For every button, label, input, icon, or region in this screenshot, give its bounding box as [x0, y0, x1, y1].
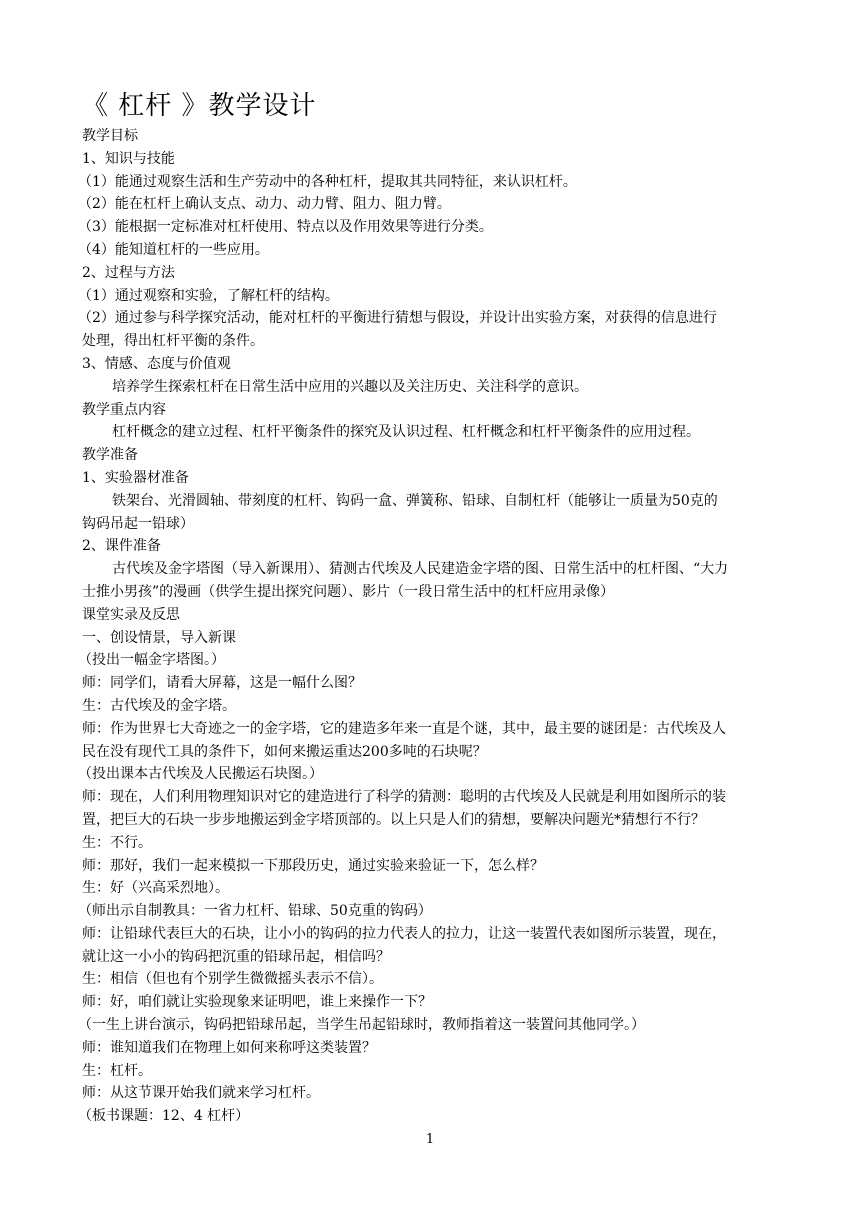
text-line: （板书课题：12、4 杠杆）	[78, 1108, 250, 1125]
subsection-heading: 2、课件准备	[82, 538, 161, 555]
text-line: （一生上讲台演示，钩码把铅球吊起，当学生吊起铅球时，教师指着这一装置问其他同学。）	[78, 1017, 645, 1034]
text-line: （2）通过参与科学探究活动，能对杠杆的平衡进行猜想与假设，并设计出实验方案，对获得的信息进行	[78, 310, 717, 327]
dialogue-line: 师：同学们，请看大屏幕，这是一幅什么图？	[82, 675, 362, 692]
dialogue-line: 生：古代埃及的金字塔。	[82, 697, 236, 714]
subsection-heading: 1、知识与技能	[82, 150, 175, 167]
subsection-heading: 2、过程与方法	[82, 264, 175, 281]
text-line: 钩码吊起一铅球）	[82, 515, 194, 532]
subsection-heading: 3、情感、态度与价值观	[82, 355, 231, 372]
text-line: 铁架台、光滑圆轴、带刻度的杠杆、钩码一盒、弹簧称、铅球、自制杠杆（能够让一质量为50克的	[112, 492, 718, 509]
section-heading-preparation: 教学准备	[82, 447, 138, 464]
section-heading-teaching-goals: 教学目标	[82, 128, 138, 144]
text-line: （师出示自制教具：一省力杠杆、铅球、50克重的钩码）	[78, 903, 432, 920]
document-title: 《 杠杆 》教学设计	[82, 91, 317, 121]
dialogue-line: 生：相信（但也有个别学生微微摇头表示不信）。	[82, 971, 383, 988]
text-line: （2）能在杠杆上确认支点、动力、动力臂、阻力、阻力臂。	[78, 196, 451, 213]
dialogue-line: 生：不行。	[82, 834, 152, 851]
section-heading-key-content: 教学重点内容	[82, 401, 166, 418]
page-number: 1	[425, 1132, 435, 1147]
dialogue-line: 师：现在，人们利用物理知识对它的建造进行了科学的猜测：聪明的古代埃及人民就是利用如图所示的装	[82, 789, 726, 806]
dialogue-line: 师：那好，我们一起来模拟一下那段历史，通过实验来验证一下，怎么样？	[82, 857, 544, 874]
dialogue-line: 民在没有现代工具的条件下，如何来搬运重达200多吨的石块呢？	[82, 743, 487, 760]
text-line: （投出一幅金字塔图。）	[78, 652, 225, 669]
text-line: （4）能知道杠杆的一些应用。	[78, 241, 269, 258]
dialogue-line: 师：好，咱们就让实验现象来证明吧，谁上来操作一下？	[82, 994, 432, 1011]
text-line: （1）能通过观察生活和生产劳动中的各种杠杆，提取其共同特征，来认识杠杆。	[78, 173, 577, 190]
dialogue-line: 生：好（兴高采烈地）。	[82, 880, 229, 897]
text-line: 士推小男孩”的漫画（供学生提出探究问题）、影片（一段日常生活中的杠杆应用录像）	[82, 583, 615, 600]
text-line: （投出课本古代埃及人民搬运石块图。）	[78, 766, 323, 783]
text-line: （3）能根据一定标准对杠杆使用、特点以及作用效果等进行分类。	[78, 219, 493, 236]
text-line: 古代埃及金字塔图（导入新课用）、猜测古代埃及人民建造金字塔的图、日常生活中的杠杆图、“大力	[112, 561, 729, 578]
dialogue-line: 置，把巨大的石块一步步地搬运到金字塔顶部的。以上只是人们的猜想，要解决问题光*猜想行不行？	[82, 811, 705, 828]
dialogue-line: 师：让铅球代表巨大的石块，让小小的钩码的拉力代表人的拉力，让这一装置代表如图所示装置，现在，	[82, 925, 726, 942]
text-line: 培养学生探索杠杆在日常生活中应用的兴趣以及关注历史、关注科学的意识。	[112, 378, 588, 395]
dialogue-line: 就让这一小小的钩码把沉重的铅球吊起，相信吗？	[82, 948, 390, 965]
document-body	[78, 125, 782, 1128]
dialogue-line: 师：作为世界七大奇迹之一的金字塔，它的建造多年来一直是个谜，其中，最主要的谜团是：古代埃及人	[82, 720, 726, 737]
dialogue-line: 生：杠杆。	[82, 1062, 152, 1079]
dialogue-line: 师：谁知道我们在物理上如何来称呼这类装置？	[82, 1039, 376, 1056]
text-line: （1）通过观察和实验，了解杠杆的结构。	[78, 287, 339, 304]
section-heading-classroom-record: 课堂实录及反思	[82, 606, 180, 623]
subsection-heading: 1、实验器材准备	[82, 469, 189, 486]
text-line: 杠杆概念的建立过程、杠杆平衡条件的探究及认识过程、杠杆概念和杠杆平衡条件的应用过程。	[112, 424, 700, 441]
subsection-heading: 一、创设情景，导入新课	[82, 629, 236, 646]
text-line: 处理，得出杠杆平衡的条件。	[82, 333, 264, 350]
dialogue-line: 师：从这节课开始我们就来学习杠杆。	[82, 1085, 320, 1102]
